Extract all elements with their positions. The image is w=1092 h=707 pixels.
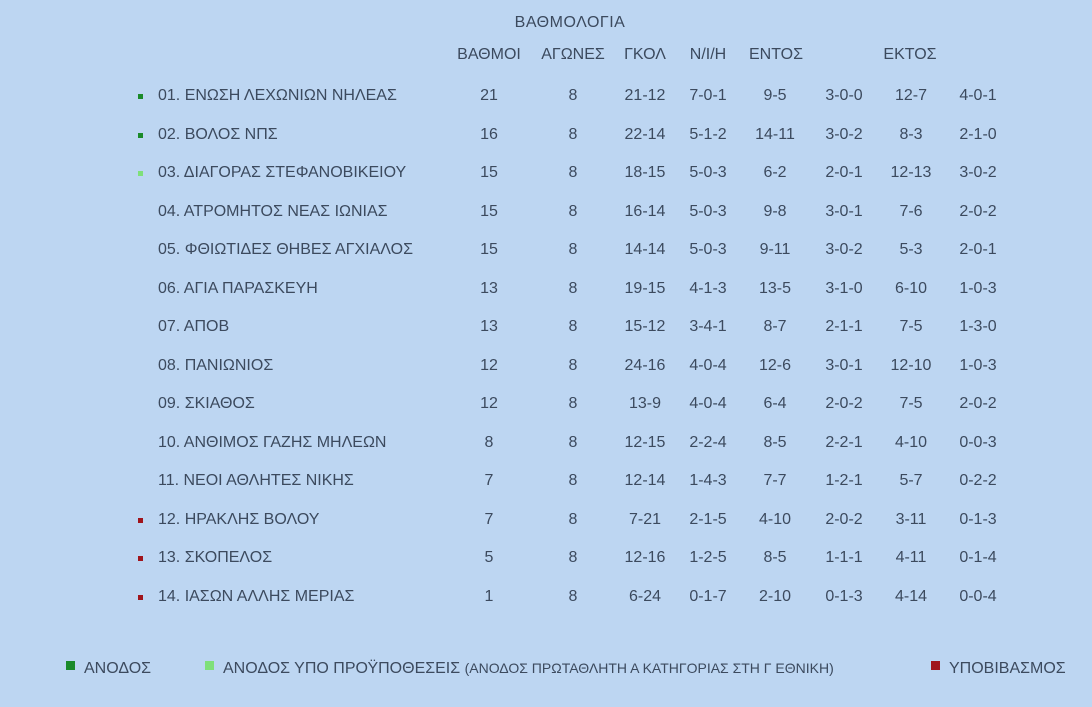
table-row (0, 509, 1092, 533)
cell-home-goals: 6-4 (763, 395, 787, 412)
header-games: ΑΓΩΝΕΣ (541, 46, 605, 63)
cell-goals: 16-14 (624, 202, 666, 220)
cell-goals: 7-21 (628, 510, 662, 528)
cell-games: 8 (568, 587, 578, 605)
cell-home-goals: 14-11 (755, 125, 795, 143)
cell-games: 8 (568, 318, 578, 335)
cell-points: 15 (480, 164, 498, 181)
relegation-marker-icon (138, 518, 143, 523)
cell-wdl: 4-0-4 (689, 356, 727, 374)
cell-goals: 12-14 (624, 472, 666, 489)
cell-home-goals: 8-5 (763, 433, 787, 451)
header-home: ΕΝΤΟΣ (748, 46, 804, 63)
table-row (0, 586, 1092, 610)
team-name: 10. ΑΝΘΙΜΟΣ ΓΑΖΗΣ ΜΗΛΕΩΝ (158, 433, 387, 451)
cell-home-wdl: 1-2-1 (825, 472, 863, 489)
cell-home-wdl: 3-0-1 (825, 356, 863, 374)
cell-points: 12 (480, 395, 498, 412)
cell-goals: 24-16 (624, 356, 666, 374)
cell-home-goals: 9-5 (763, 87, 787, 104)
table-row (0, 201, 1092, 225)
promotion-marker-icon (138, 94, 143, 99)
cell-points: 8 (484, 433, 494, 451)
cell-away-goals: 12-13 (890, 164, 932, 181)
table-row (0, 547, 1092, 571)
cell-home-wdl: 3-0-0 (825, 87, 863, 104)
cell-points: 12 (480, 356, 498, 374)
legend-conditional-label: ΑΝΟΔΟΣ ΥΠΟ ΠΡΟΫΠΟΘΕΣΕΙΣ (223, 660, 461, 677)
cell-home-goals: 8-5 (763, 549, 787, 566)
cell-wdl: 5-0-3 (689, 241, 727, 258)
cell-wdl: 3-4-1 (689, 318, 727, 335)
cell-away-goals: 5-7 (899, 472, 923, 489)
cell-points: 7 (484, 472, 494, 489)
cell-away-goals: 4-14 (894, 587, 928, 605)
conditional-marker-icon (138, 171, 143, 176)
cell-points: 5 (484, 549, 494, 566)
cell-games: 8 (568, 87, 578, 104)
cell-home-wdl: 3-0-1 (825, 202, 863, 220)
conditional-marker-icon (205, 661, 214, 670)
cell-points: 13 (480, 318, 498, 335)
legend-promotion: ΑΝΟΔΟΣ (84, 660, 152, 677)
cell-home-goals: 7-7 (763, 472, 787, 489)
cell-wdl: 5-0-3 (689, 202, 727, 220)
cell-points: 7 (484, 510, 494, 528)
team-name: 11. ΝΕΟΙ ΑΘΛΗΤΕΣ ΝΙΚΗΣ (158, 472, 354, 489)
cell-goals: 12-15 (624, 433, 666, 451)
cell-away-wdl: 4-0-1 (959, 87, 997, 104)
header-goals: ΓΚΟΛ (624, 46, 666, 63)
cell-away-wdl: 2-0-1 (959, 241, 997, 258)
cell-home-wdl: 3-1-0 (825, 279, 863, 297)
cell-away-wdl: 2-1-0 (959, 125, 997, 143)
cell-games: 8 (568, 395, 578, 412)
cell-goals: 19-15 (624, 279, 666, 297)
header-points: ΒΑΘΜΟΙ (457, 46, 521, 63)
cell-wdl: 7-0-1 (689, 87, 727, 104)
team-name: 12. ΗΡΑΚΛΗΣ ΒΟΛΟΥ (158, 510, 320, 528)
cell-home-wdl: 0-1-3 (825, 587, 863, 605)
team-name: 02. ΒΟΛΟΣ ΝΠΣ (158, 125, 278, 143)
cell-home-wdl: 2-1-1 (825, 318, 863, 335)
cell-points: 15 (480, 241, 498, 258)
cell-goals: 21-12 (624, 87, 666, 104)
cell-goals: 14-14 (624, 241, 666, 258)
cell-home-wdl: 3-0-2 (825, 125, 863, 143)
cell-home-wdl: 1-1-1 (825, 549, 863, 566)
promotion-marker-icon (66, 661, 75, 670)
cell-away-goals: 7-5 (899, 318, 923, 335)
table-row (0, 278, 1092, 302)
cell-wdl: 5-1-2 (689, 125, 727, 143)
team-name: 01. ΕΝΩΣΗ ΛΕΧΩΝΙΩΝ ΝΗΛΕΑΣ (158, 87, 397, 104)
legend-conditional-note: (ΑΝΟΔΟΣ ΠΡΩΤΑΘΛΗΤΗ Α ΚΑΤΗΓΟΡΙΑΣ ΣΤΗ Γ ΕΘΝΙΚΗ) (464, 660, 834, 676)
cell-home-wdl: 2-0-2 (825, 395, 863, 412)
cell-games: 8 (568, 125, 578, 143)
standings-title: ΒΑΘΜΟΛΟΓΙΑ (514, 14, 626, 31)
table-row (0, 432, 1092, 456)
cell-away-wdl: 1-3-0 (959, 318, 997, 335)
cell-points: 21 (480, 87, 498, 104)
cell-away-wdl: 0-0-3 (959, 433, 997, 451)
cell-away-goals: 3-11 (895, 510, 927, 528)
promotion-marker-icon (138, 133, 143, 138)
cell-away-wdl: 0-1-3 (959, 510, 997, 528)
cell-points: 13 (480, 279, 498, 297)
cell-wdl: 4-0-4 (689, 395, 727, 412)
cell-wdl: 4-1-3 (689, 279, 727, 297)
cell-away-wdl: 0-0-4 (959, 587, 997, 605)
cell-away-wdl: 1-0-3 (959, 279, 997, 297)
cell-away-goals: 4-10 (894, 433, 928, 451)
team-name: 03. ΔΙΑΓΟΡΑΣ ΣΤΕΦΑΝΟΒΙΚΕΙΟΥ (158, 164, 407, 181)
cell-games: 8 (568, 164, 578, 181)
cell-home-wdl: 2-0-1 (825, 164, 863, 181)
team-name: 04. ΑΤΡΟΜΗΤΟΣ ΝΕΑΣ ΙΩΝΙΑΣ (158, 202, 388, 220)
table-row (0, 355, 1092, 379)
team-name: 09. ΣΚΙΑΘΟΣ (158, 395, 255, 412)
cell-home-goals: 13-5 (758, 279, 792, 297)
cell-games: 8 (568, 279, 578, 297)
legend-conditional (223, 660, 834, 678)
relegation-marker-icon (138, 556, 143, 561)
team-name: 05. ΦΘΙΩΤΙΔΕΣ ΘΗΒΕΣ ΑΓΧΙΑΛΟΣ (158, 241, 413, 258)
cell-away-wdl: 0-2-2 (959, 472, 997, 489)
cell-points: 16 (480, 125, 498, 143)
cell-home-goals: 8-7 (763, 318, 787, 335)
cell-goals: 15-12 (624, 318, 666, 335)
cell-away-goals: 4-11 (895, 549, 927, 566)
cell-goals: 6-24 (628, 587, 662, 605)
table-row (0, 316, 1092, 340)
cell-away-goals: 6-10 (894, 279, 928, 297)
cell-wdl: 2-2-4 (689, 433, 727, 451)
cell-away-wdl: 2-0-2 (959, 202, 997, 220)
cell-games: 8 (568, 472, 578, 489)
table-row (0, 470, 1092, 494)
cell-points: 15 (480, 202, 498, 220)
cell-goals: 22-14 (624, 125, 666, 143)
table-header (0, 46, 1092, 66)
cell-home-goals: 12-6 (758, 356, 792, 374)
cell-away-goals: 7-5 (899, 395, 923, 412)
cell-away-wdl: 1-0-3 (959, 356, 997, 374)
cell-away-wdl: 3-0-2 (959, 164, 997, 181)
team-name: 07. ΑΠΟΒ (158, 318, 230, 335)
table-row (0, 393, 1092, 417)
relegation-marker-icon (931, 661, 940, 670)
cell-wdl: 5-0-3 (689, 164, 727, 181)
team-name: 06. ΑΓΙΑ ΠΑΡΑΣΚΕΥΗ (158, 279, 318, 297)
cell-away-wdl: 2-0-2 (959, 395, 997, 412)
header-away: ΕΚΤΟΣ (883, 46, 937, 63)
cell-home-wdl: 3-0-2 (825, 241, 863, 258)
table-row (0, 85, 1092, 109)
relegation-marker-icon (138, 595, 143, 600)
cell-games: 8 (568, 549, 578, 566)
cell-wdl: 0-1-7 (689, 587, 727, 605)
cell-away-goals: 5-3 (899, 241, 923, 258)
cell-home-goals: 2-10 (758, 587, 792, 605)
legend (0, 658, 1092, 682)
table-row (0, 124, 1092, 148)
cell-away-goals: 12-7 (894, 87, 928, 104)
cell-home-wdl: 2-2-1 (825, 433, 863, 451)
cell-away-goals: 8-3 (899, 125, 923, 143)
cell-away-goals: 12-10 (890, 356, 932, 374)
cell-home-goals: 6-2 (763, 164, 787, 181)
cell-games: 8 (568, 510, 578, 528)
cell-games: 8 (568, 241, 578, 258)
cell-wdl: 1-4-3 (689, 472, 727, 489)
cell-games: 8 (568, 202, 578, 220)
cell-wdl: 2-1-5 (689, 510, 727, 528)
cell-home-wdl: 2-0-2 (825, 510, 863, 528)
team-name: 08. ΠΑΝΙΩΝΙΟΣ (158, 356, 274, 374)
cell-goals: 18-15 (624, 164, 666, 181)
team-name: 13. ΣΚΟΠΕΛΟΣ (158, 549, 273, 566)
header-wdl: Ν/Ι/Η (689, 46, 727, 63)
cell-goals: 13-9 (628, 395, 662, 412)
legend-relegation: ΥΠΟΒΙΒΑΣΜΟΣ (949, 660, 1066, 677)
cell-away-goals: 7-6 (899, 202, 923, 220)
cell-games: 8 (568, 356, 578, 374)
cell-home-goals: 4-10 (758, 510, 792, 528)
cell-away-wdl: 0-1-4 (959, 549, 997, 566)
cell-goals: 12-16 (624, 549, 666, 566)
cell-home-goals: 9-11 (759, 241, 791, 258)
cell-points: 1 (484, 587, 494, 605)
cell-wdl: 1-2-5 (689, 549, 727, 566)
cell-home-goals: 9-8 (763, 202, 787, 220)
cell-games: 8 (568, 433, 578, 451)
team-name: 14. ΙΑΣΩΝ ΑΛΛΗΣ ΜΕΡΙΑΣ (158, 587, 355, 605)
table-row (0, 162, 1092, 186)
table-row (0, 239, 1092, 263)
